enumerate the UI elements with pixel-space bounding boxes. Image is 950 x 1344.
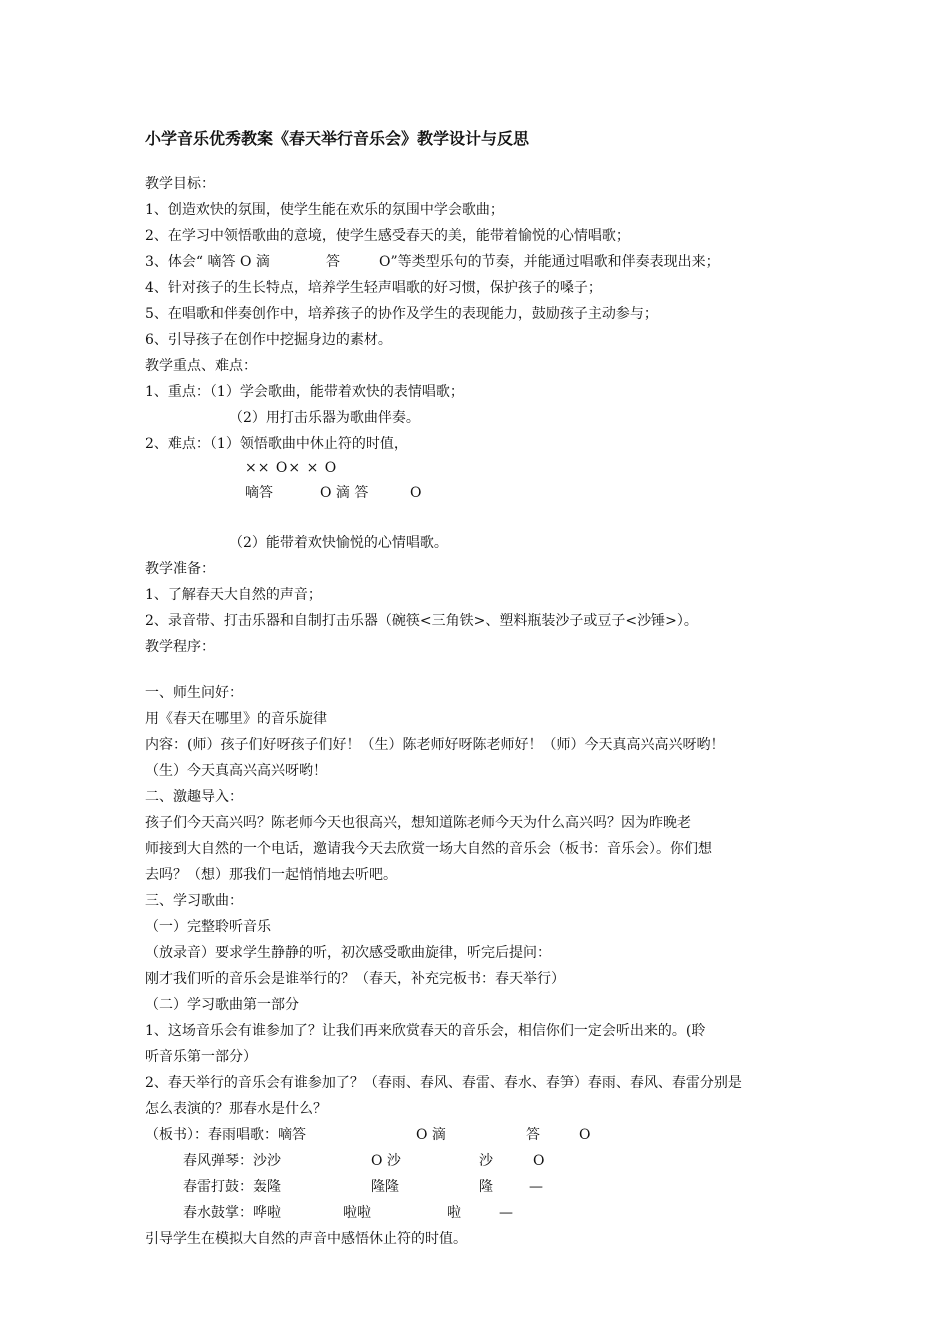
- section-1-line-3: （生）今天真高兴高兴呀哟！: [145, 763, 327, 779]
- goal-1: 1、创造欢快的氛围，使学生能在欢乐的氛围中学会歌曲；: [145, 202, 504, 218]
- rhythm-syllable-b: O 滴 答: [320, 485, 369, 501]
- goal-3-part-a: 3、体会“ 嘀答 O 滴: [145, 254, 270, 270]
- board-wind-label: 春风弹琴：沙沙: [183, 1153, 281, 1169]
- goal-2: 2、在学习中领悟歌曲的意境，使学生感受春天的美，能带着愉悦的心情唱歌；: [145, 228, 630, 244]
- difficulty-2: （2）能带着欢快愉悦的心情唱歌。: [229, 535, 448, 551]
- section-3-heading: 三、学习歌曲：: [145, 893, 243, 909]
- board-water-label: 春水鼓掌：哗啦: [183, 1205, 281, 1221]
- section-1-line-1: 用《春天在哪里》的音乐旋律: [145, 711, 327, 727]
- preparation-1: 1、了解春天大自然的声音；: [145, 587, 322, 603]
- section-1-heading: 一、师生问好：: [145, 685, 243, 701]
- section-3-sub-2: （二）学习歌曲第一部分: [145, 997, 299, 1013]
- board-wind-d: O: [533, 1153, 545, 1169]
- section-3-line-4: 听音乐第一部分）: [145, 1049, 257, 1065]
- section-3-line-6: 怎么表演的？那春水是什么？: [145, 1101, 327, 1117]
- key-difficulty-heading: 教学重点、难点：: [145, 358, 257, 374]
- closing-line: 引导学生在模拟大自然的声音中感悟休止符的时值。: [145, 1231, 467, 1247]
- goal-6: 6、引导孩子在创作中挖掘身边的素材。: [145, 332, 392, 348]
- board-water-d: —: [499, 1205, 513, 1221]
- section-2-line-1: 孩子们今天高兴吗？陈老师今天也很高兴，想知道陈老师今天为什么高兴吗？因为昨晚老: [145, 815, 691, 831]
- procedure-heading: 教学程序：: [145, 639, 215, 655]
- rhythm-syllable-a: 嘀答: [245, 485, 273, 501]
- board-rain-label: （板书）：春雨唱歌：嘀答: [145, 1127, 306, 1143]
- goals-heading: 教学目标：: [145, 176, 215, 192]
- section-3-line-1: （放录音）要求学生静静的听，初次感受歌曲旋律，听完后提问：: [145, 945, 551, 961]
- board-wind-b: O 沙: [371, 1153, 401, 1169]
- section-2-heading: 二、激趣导入：: [145, 789, 243, 805]
- board-thunder-b: 隆隆: [371, 1179, 399, 1195]
- board-water-b: 啦啦: [343, 1205, 371, 1221]
- board-wind-c: 沙: [479, 1153, 493, 1169]
- key-point-1: 1、重点：（1）学会歌曲，能带着欢快的表情唱歌；: [145, 384, 464, 400]
- section-1-line-2: 内容：(师）孩子们好呀孩子们好！（生）陈老师好呀陈老师好！（师）今天真高兴高兴呀哟！: [145, 737, 725, 753]
- goal-3-part-b: 答: [326, 254, 340, 270]
- section-3-line-2: 刚才我们听的音乐会是谁举行的？（春天，补充完板书：春天举行）: [145, 971, 565, 987]
- rhythm-syllable-c: O: [410, 485, 422, 501]
- section-3-line-5: 2、春天举行的音乐会有谁参加了？（春雨、春风、春雷、春水、春笋）春雨、春风、春雷分别是: [145, 1075, 742, 1091]
- board-thunder-c: 隆: [479, 1179, 493, 1195]
- goal-4: 4、针对孩子的生长特点，培养学生轻声唱歌的好习惯，保护孩子的嗓子；: [145, 280, 602, 296]
- board-rain-c: 答: [526, 1127, 540, 1143]
- preparation-2: 2、录音带、打击乐器和自制打击乐器（碗筷<三角铁>、塑料瓶装沙子或豆子<沙锤>）。: [145, 613, 698, 629]
- document-title: 小学音乐优秀教案《春天举行音乐会》教学设计与反思: [145, 129, 530, 148]
- goal-5: 5、在唱歌和伴奏创作中，培养孩子的协作及学生的表现能力，鼓励孩子主动参与；: [145, 306, 658, 322]
- difficulty-1: 2、难点：（1）领悟歌曲中休止符的时值，: [145, 436, 408, 452]
- board-rain-d: O: [579, 1127, 591, 1143]
- preparation-heading: 教学准备：: [145, 561, 215, 577]
- goal-3-part-c: O”等类型乐句的节奏，并能通过唱歌和伴奏表现出来；: [379, 254, 720, 270]
- board-water-c: 啦: [447, 1205, 461, 1221]
- board-thunder-label: 春雷打鼓：轰隆: [183, 1179, 281, 1195]
- board-rain-b: O 滴: [416, 1127, 446, 1143]
- rhythm-notation: ×× O× × O: [245, 460, 338, 476]
- section-3-line-3: 1、这场音乐会有谁参加了？让我们再来欣赏春天的音乐会，相信你们一定会听出来的。(聆: [145, 1023, 706, 1039]
- section-3-sub-1: （一）完整聆听音乐: [145, 919, 271, 935]
- section-2-line-2: 师接到大自然的一个电话，邀请我今天去欣赏一场大自然的音乐会（板书：音乐会）。你们想: [145, 841, 712, 857]
- board-thunder-d: —: [529, 1179, 543, 1195]
- key-point-2: （2）用打击乐器为歌曲伴奏。: [229, 410, 420, 426]
- section-2-line-3: 去吗？（想）那我们一起悄悄地去听吧。: [145, 867, 397, 883]
